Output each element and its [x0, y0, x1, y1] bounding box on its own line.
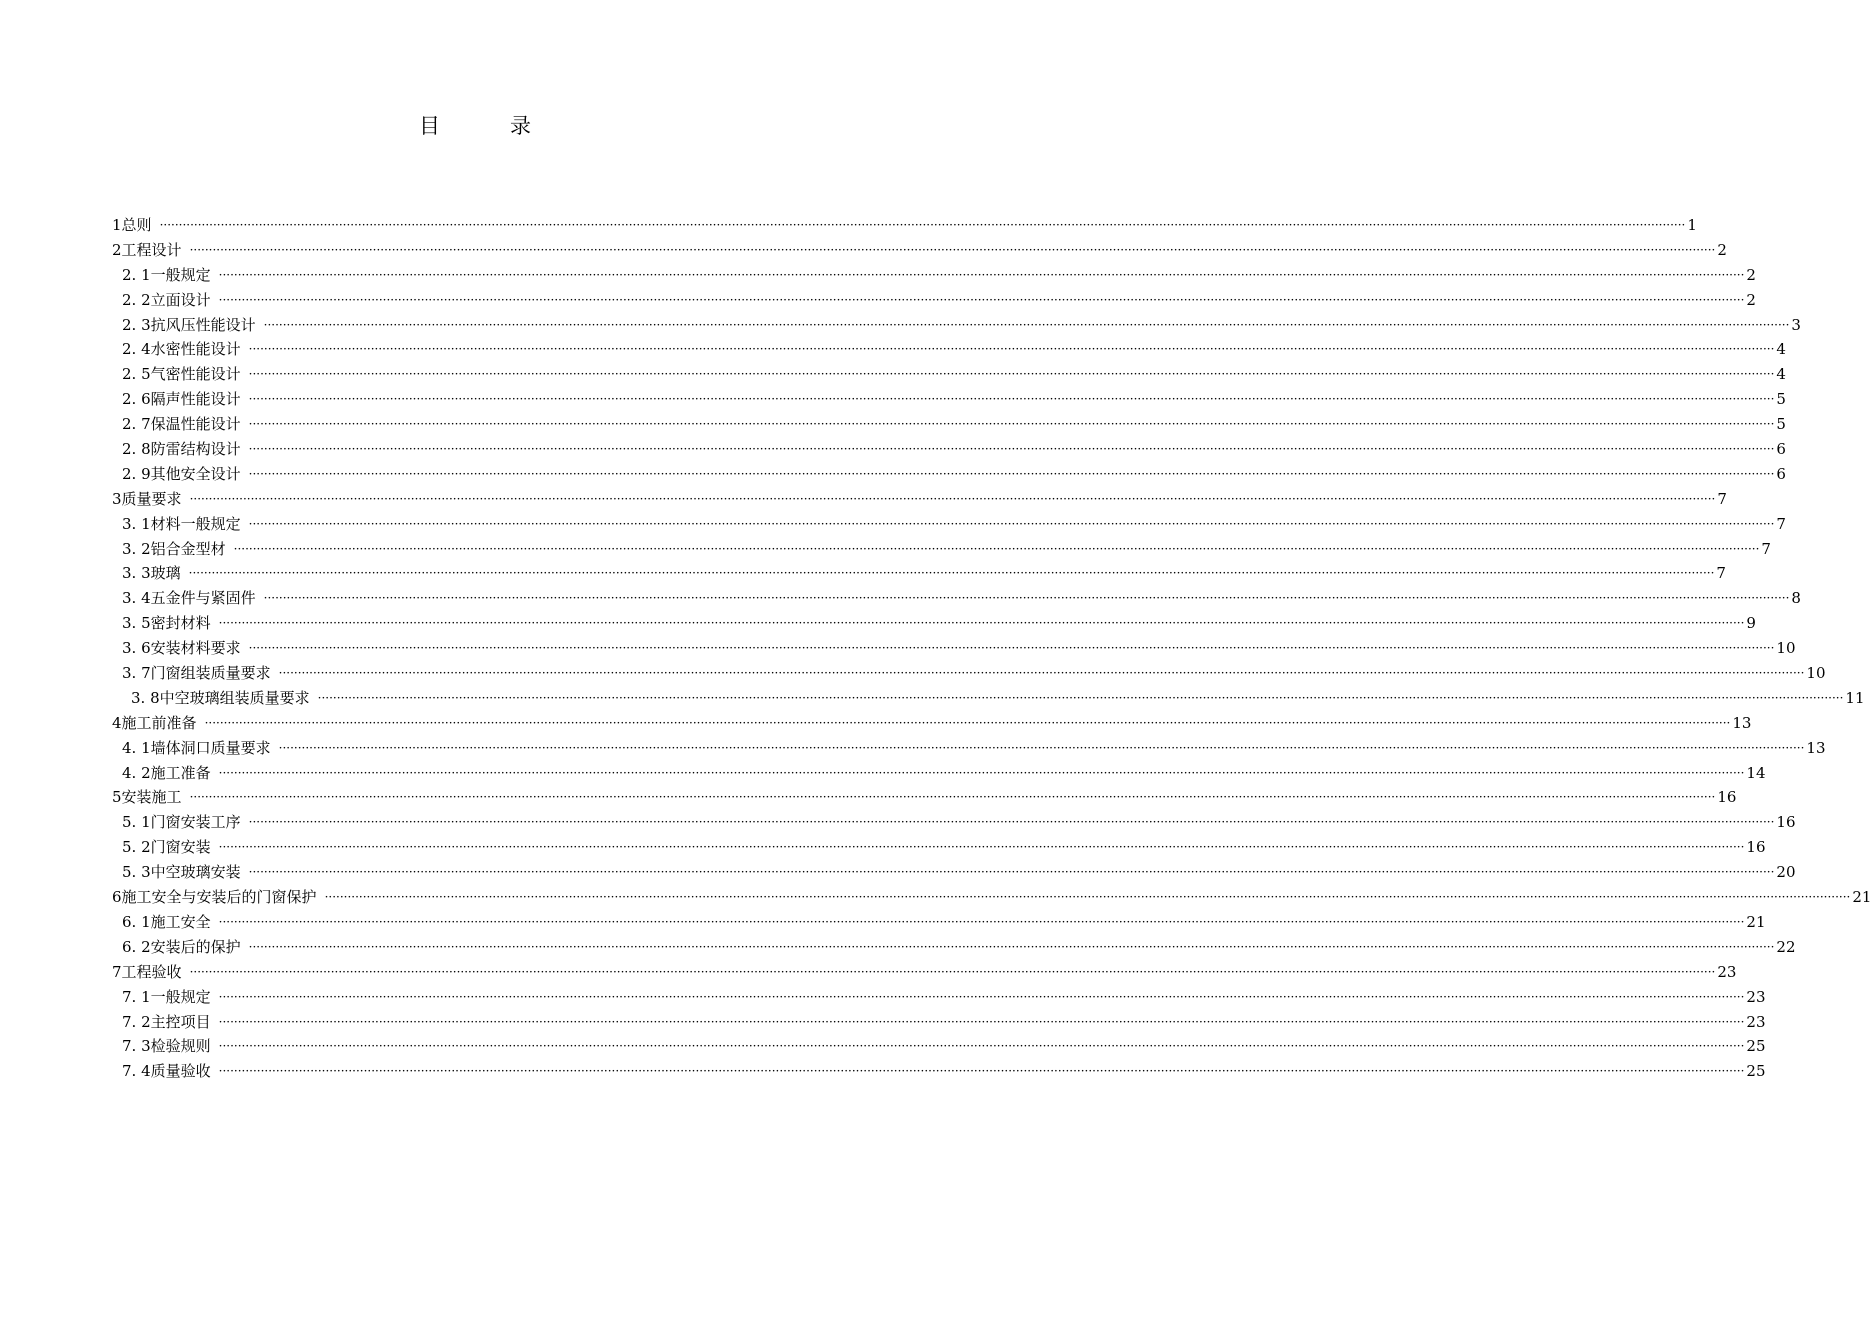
- toc-entry[interactable]: [112, 586, 1801, 611]
- toc-entry-title: 中空玻璃安装: [150, 863, 241, 882]
- toc-entry[interactable]: [112, 860, 1796, 885]
- toc-leader-dots: ················································································································································································································································································································································································································: [218, 267, 1745, 282]
- toc-leader-dots: ················································································································································································································································································································································································································: [248, 516, 1775, 531]
- title-left-char: 目: [419, 114, 440, 138]
- toc-entry[interactable]: [112, 1059, 1766, 1084]
- toc-entry-number: 6. 1: [122, 912, 151, 931]
- toc-entry-number: 3. 2: [122, 539, 151, 558]
- toc-entry-title: 水密性能设计: [150, 340, 241, 359]
- toc-entry-number: 3. 7: [122, 664, 151, 683]
- toc-leader-dots: ················································································································································································································································································································································································································: [189, 491, 1716, 506]
- toc-leader-dots: ················································································································································································································································································································································································································: [317, 690, 1844, 705]
- toc-leader-dots: ················································································································································································································································································································································································································: [233, 541, 1760, 556]
- toc-entry-number: 3. 3: [122, 564, 151, 583]
- toc-entry-title: 一般规定: [150, 987, 211, 1006]
- toc-entry-number: 3. 8: [131, 688, 160, 707]
- toc-entry-number: 7. 2: [122, 1012, 151, 1031]
- toc-entry-page: 21: [1852, 888, 1871, 907]
- toc-entry-number: 3: [112, 489, 122, 508]
- toc-entry-title: 施工前准备: [121, 713, 197, 732]
- toc-entry-number: 7: [112, 962, 122, 981]
- toc-leader-dots: ················································································································································································································································································································································································································: [248, 367, 1775, 382]
- toc-entry[interactable]: [112, 885, 1871, 910]
- toc-entry-number: 4. 2: [122, 763, 151, 782]
- toc-entry-page: 23: [1746, 1012, 1766, 1031]
- toc-entry-title: 工程设计: [121, 240, 182, 259]
- toc-entry-number: 2. 9: [122, 464, 151, 483]
- toc-entry-number: 5. 3: [122, 863, 151, 882]
- toc-leader-dots: ················································································································································································································································································································································································································: [204, 715, 1731, 730]
- toc-entry-page: 9: [1746, 614, 1756, 633]
- toc-entry-title: 保温性能设计: [150, 415, 241, 434]
- toc-leader-dots: ················································································································································································································································································································································································································: [248, 939, 1775, 954]
- toc-entry-title: 立面设计: [150, 290, 211, 309]
- toc-entry[interactable]: [112, 686, 1865, 711]
- toc-entry-title: 五金件与紧固件: [150, 589, 256, 608]
- toc-entry-page: 1: [1687, 216, 1697, 234]
- toc-leader-dots: ················································································································································································································································································································································································································: [248, 392, 1775, 407]
- toc-entry-page: 25: [1746, 1062, 1766, 1081]
- toc-entry[interactable]: [112, 238, 1727, 263]
- toc-leader-dots: ················································································································································································································································································································································································································: [189, 790, 1716, 805]
- toc-entry-title: 检验规则: [150, 1037, 211, 1056]
- toc-entry-page: 20: [1776, 863, 1796, 882]
- toc-entry-title: 工程验收: [121, 962, 182, 981]
- toc-leader-dots: ················································································································································································································································································································································································································: [189, 964, 1716, 979]
- toc-entry[interactable]: [112, 711, 1752, 736]
- toc-entry-page: 7: [1761, 539, 1771, 558]
- toc-entry-page: 6: [1776, 464, 1786, 483]
- toc-entry-title: 气密性能设计: [150, 365, 241, 384]
- toc-leader-dots: ················································································································································································································································································································································································································: [248, 641, 1775, 656]
- toc-entry-title: 隔声性能设计: [150, 390, 241, 409]
- toc-entry-page: 3: [1791, 315, 1801, 334]
- toc-entry[interactable]: [112, 1010, 1766, 1035]
- toc-leader-dots: ················································································································································································································································································································································································································: [248, 815, 1775, 830]
- toc-leader-dots: ················································································································································································································································································································································································································: [218, 1064, 1745, 1079]
- toc-entry-number: 7. 3: [122, 1037, 151, 1056]
- toc-entry-page: 4: [1776, 365, 1786, 384]
- toc-entry-page: 2: [1717, 240, 1727, 259]
- toc-entry[interactable]: [112, 611, 1756, 636]
- toc-leader-dots: ················································································································································································································································································································································································································: [218, 1014, 1745, 1029]
- toc-entry-page: 10: [1806, 664, 1826, 683]
- toc-leader-dots: ················································································································································································································································································································································································································: [188, 566, 1715, 581]
- toc-entry-number: 3. 1: [122, 514, 151, 533]
- toc-entry-page: 13: [1732, 713, 1752, 732]
- toc-entry-page: 7: [1776, 514, 1786, 533]
- toc-entry-title: 铝合金型材: [150, 539, 226, 558]
- toc-entry-title: 其他安全设计: [150, 464, 241, 483]
- toc-entry-number: 5: [112, 788, 122, 807]
- toc-entry-page: 22: [1776, 937, 1796, 956]
- toc-entry-page: 7: [1716, 564, 1726, 583]
- toc-leader-dots: ················································································································································································································································································································································································································: [218, 989, 1745, 1004]
- toc-entry-page: 6: [1776, 440, 1786, 459]
- toc-entry-page: 23: [1717, 962, 1737, 981]
- toc-entry-page: 25: [1746, 1037, 1766, 1056]
- toc-entry-page: 14: [1746, 763, 1766, 782]
- toc-entry-number: 2. 8: [122, 440, 151, 459]
- toc-entry-page: 4: [1776, 340, 1786, 359]
- toc-entry-page: 7: [1717, 489, 1727, 508]
- toc-entry-title: 墙体洞口质量要求: [150, 738, 271, 757]
- toc-entry-number: 4: [112, 713, 122, 732]
- toc-entry[interactable]: [112, 910, 1766, 935]
- toc-entry-title: 总则: [121, 216, 152, 234]
- toc-entry-page: 2: [1746, 265, 1756, 284]
- toc-entry[interactable]: [112, 213, 1697, 238]
- toc-entry[interactable]: [112, 661, 1826, 686]
- toc-leader-dots: ················································································································································································································································································································································································································: [218, 765, 1745, 780]
- toc-entry-number: 2. 6: [122, 390, 151, 409]
- toc-entry-number: 2. 1: [122, 265, 151, 284]
- toc-entry-title: 门窗安装: [150, 838, 211, 857]
- toc-entry-page: 16: [1776, 813, 1796, 832]
- toc-entry-page: 23: [1746, 987, 1766, 1006]
- toc-entry-title: 门窗组装质量要求: [150, 664, 271, 683]
- toc-leader-dots: ················································································································································································································································································································································································································: [248, 342, 1775, 357]
- toc-entry[interactable]: [112, 636, 1796, 661]
- toc-leader-dots: ················································································································································································································································································································································································································: [278, 740, 1805, 755]
- toc-entry-title: 一般规定: [150, 265, 211, 284]
- toc-leader-dots: ················································································································································································································································································································································································································: [263, 317, 1790, 332]
- toc-entry-title: 密封材料: [150, 614, 211, 633]
- toc-leader-dots: ················································································································································································································································································································································································································: [159, 218, 1686, 232]
- toc-entry-title: 中空玻璃组装质量要求: [159, 688, 310, 707]
- title-right-char: 录: [510, 114, 531, 138]
- toc-entry[interactable]: [112, 387, 1786, 412]
- toc-entry-page: 8: [1791, 589, 1801, 608]
- toc-entry-title: 施工安全与安装后的门窗保护: [121, 888, 317, 907]
- toc-entry-title: 质量验收: [150, 1062, 211, 1081]
- toc-leader-dots: ················································································································································································································································································································································································································: [218, 1039, 1745, 1054]
- toc-entry-title: 施工准备: [150, 763, 211, 782]
- toc-entry-number: 3. 6: [122, 639, 151, 658]
- toc-entry-number: 1: [112, 216, 122, 234]
- toc-entry-page: 21: [1746, 912, 1766, 931]
- toc-entry[interactable]: [112, 835, 1766, 860]
- toc-leader-dots: ················································································································································································································································································································································································································: [218, 616, 1745, 631]
- toc-entry[interactable]: [112, 1034, 1766, 1059]
- toc-entry-page: 5: [1776, 390, 1786, 409]
- toc-leader-dots: ················································································································································································································································································································································································································: [218, 914, 1745, 929]
- toc-entry-page: 13: [1806, 738, 1826, 757]
- page-title: [0, 110, 950, 140]
- toc-entry-number: 4. 1: [122, 738, 151, 757]
- toc-entry-page: 16: [1746, 838, 1766, 857]
- toc-entry-title: 安装施工: [121, 788, 182, 807]
- toc-leader-dots: ················································································································································································································································································································································································································: [248, 417, 1775, 432]
- toc-leader-dots: ················································································································································································································································································································································································································: [248, 865, 1775, 880]
- toc-entry-title: 门窗安装工序: [150, 813, 241, 832]
- toc-leader-dots: ················································································································································································································································································································································································································: [248, 442, 1775, 457]
- toc-leader-dots: ················································································································································································································································································································································································································: [218, 840, 1745, 855]
- toc-entry[interactable]: [112, 412, 1786, 437]
- toc-entry-title: 抗风压性能设计: [150, 315, 256, 334]
- toc-leader-dots: ················································································································································································································································································································································································································: [248, 466, 1775, 481]
- toc-entry-number: 2: [112, 240, 122, 259]
- toc-entry[interactable]: [112, 487, 1727, 512]
- toc-entry-title: 安装后的保护: [150, 937, 241, 956]
- toc-entry[interactable]: [112, 810, 1796, 835]
- toc-entry[interactable]: [112, 437, 1786, 462]
- toc-entry-number: 3. 4: [122, 589, 151, 608]
- toc-entry-title: 安装材料要求: [150, 639, 241, 658]
- toc-entry[interactable]: [112, 761, 1766, 786]
- toc-entry-title: 施工安全: [150, 912, 211, 931]
- toc-entry[interactable]: [112, 263, 1756, 288]
- toc-entry-number: 2. 3: [122, 315, 151, 334]
- toc-entry-title: 材料一般规定: [150, 514, 241, 533]
- toc-entry-page: 16: [1717, 788, 1737, 807]
- toc-entry-number: 7. 1: [122, 987, 151, 1006]
- toc-entry-title: 主控项目: [150, 1012, 211, 1031]
- toc-entry[interactable]: [112, 736, 1826, 761]
- toc-entry[interactable]: [112, 462, 1786, 487]
- toc-entry-number: 2. 7: [122, 415, 151, 434]
- toc-entry[interactable]: [112, 313, 1801, 338]
- toc-entry-page: 5: [1776, 415, 1786, 434]
- toc-leader-dots: ················································································································································································································································································································································································································: [218, 292, 1745, 307]
- toc-entry[interactable]: [112, 362, 1786, 387]
- toc-entry[interactable]: [112, 985, 1766, 1010]
- toc-entry[interactable]: [112, 537, 1771, 562]
- toc-entry-number: 3. 5: [122, 614, 151, 633]
- toc-entry-title: 质量要求: [121, 489, 182, 508]
- toc-entry-page: 10: [1776, 639, 1796, 658]
- toc-leader-dots: ················································································································································································································································································································································································································: [189, 242, 1716, 257]
- toc-leader-dots: ················································································································································································································································································································································································································: [263, 591, 1790, 606]
- toc-entry-number: 5. 2: [122, 838, 151, 857]
- toc-entry-number: 6: [112, 888, 122, 907]
- toc-entry[interactable]: [112, 512, 1786, 537]
- toc-entry-number: 2. 4: [122, 340, 151, 359]
- toc-entry[interactable]: [112, 785, 1737, 810]
- toc-entry-title: 防雷结构设计: [150, 440, 241, 459]
- toc-entry[interactable]: [112, 288, 1756, 313]
- toc-entry[interactable]: [112, 337, 1786, 362]
- toc-entry-number: 2. 2: [122, 290, 151, 309]
- table-of-contents: [112, 213, 1871, 1084]
- toc-entry-number: 5. 1: [122, 813, 151, 832]
- toc-entry-number: 2. 5: [122, 365, 151, 384]
- toc-entry-number: 7. 4: [122, 1062, 151, 1081]
- toc-entry-title: 玻璃: [150, 564, 181, 583]
- toc-leader-dots: ················································································································································································································································································································································································································: [278, 666, 1805, 681]
- toc-entry[interactable]: [112, 561, 1726, 586]
- toc-leader-dots: ················································································································································································································································································································································································································: [324, 890, 1851, 905]
- toc-entry-page: 11: [1845, 688, 1865, 707]
- toc-entry[interactable]: [112, 960, 1737, 985]
- toc-entry-page: 2: [1746, 290, 1756, 309]
- toc-entry-number: 6. 2: [122, 937, 151, 956]
- toc-entry[interactable]: [112, 935, 1796, 960]
